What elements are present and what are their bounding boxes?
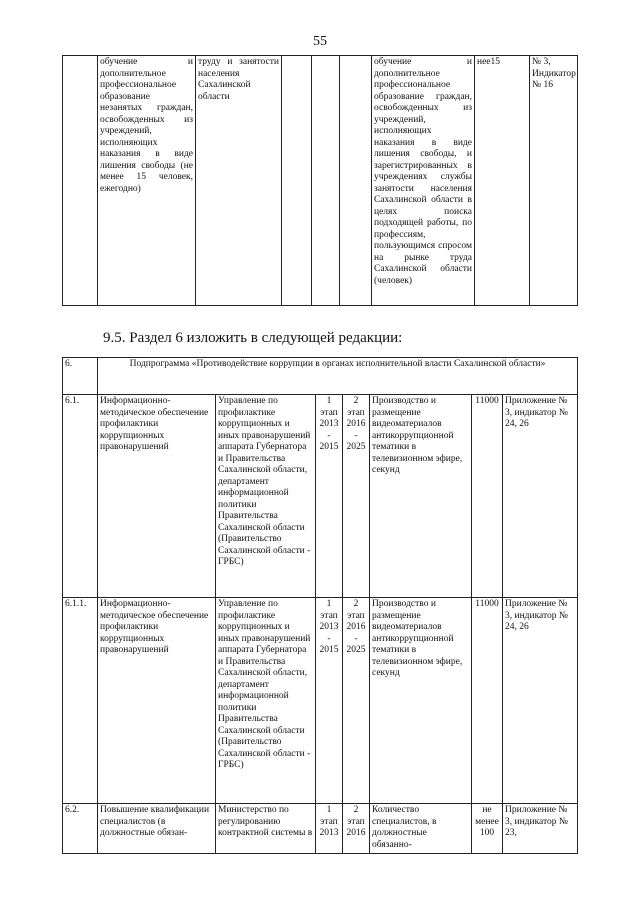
cell-result: обучение и дополнительное профессиональное образование граждан, освобожденных из учреждений, исполняющих наказания в виде лишения свободы, и зарегистрированных в учреждениях службы занятости населения Сахалинской области в целях поиска подходящей работы, по профессиям, пользующимся спросом на рынке труда Сахалинской области (человек)	[372, 56, 475, 306]
subprogram-header-row	[63, 358, 578, 395]
row-ref: Приложение № 3, индикатор № 23,	[503, 804, 578, 854]
cell-num	[63, 56, 98, 306]
table-row	[63, 598, 578, 804]
table-row	[63, 395, 578, 598]
row-result: Производство и размещение видеоматериалов антикоррупционной тематики в телевизионном эфире, секунд	[370, 395, 472, 598]
row-stage1: 1 этап 2013 - 2015	[316, 395, 343, 598]
row-stage1: 1 этап 2013 - 2015	[316, 598, 343, 804]
cell-empty	[282, 56, 312, 306]
header-num: 6.	[63, 358, 98, 395]
table-row	[63, 804, 578, 854]
row-stage2: 2 этап 2016	[343, 804, 370, 854]
row-result: Производство и размещение видеоматериалов антикоррупционной тематики в телевизионном эфире, секунд	[370, 598, 472, 804]
cell-empty	[340, 56, 372, 306]
row-executor: Управление по профилактике коррупционных и иных правонарушений аппарата Губернатора и Правительства Сахалинской области, департамент информационной политики Правительства Сахалинской области (Правительство Сахалинской области - ГРБС)	[216, 598, 316, 804]
cell-measure: обучение и дополнительное профессиональное образование незанятых граждан, освобожденных из учреждений, исполняющих наказания в виде лишения свободы (не менее 15 человек, ежегодно)	[98, 56, 196, 306]
row-num: 6.1.	[63, 395, 98, 598]
row-result: Количество специалистов, в должностные обязанно-	[370, 804, 472, 854]
row-value: не менее 100	[472, 804, 503, 854]
row-executor: Управление по профилактике коррупционных и иных правонарушений аппарата Губернатора и Правительства Сахалинской области, департамент информационной политики Правительства Сахалинской области (Правительство Сахалинской области - ГРБС)	[216, 395, 316, 598]
row-executor: Министерство по регулированию контрактной системы в	[216, 804, 316, 854]
page-number: 55	[313, 34, 327, 49]
cell-ref: № 3, Индикатор № 16	[530, 56, 578, 306]
row-ref: Приложение № 3, индикатор № 24, 26	[503, 395, 578, 598]
cell-empty	[312, 56, 340, 306]
table-row	[63, 56, 578, 306]
cell-value: нее15	[475, 56, 530, 306]
continuation-table	[62, 55, 578, 306]
row-value: 11000	[472, 395, 503, 598]
row-value: 11000	[472, 598, 503, 804]
section-heading: 9.5. Раздел 6 изложить в следующей редакции:	[103, 330, 403, 346]
row-name: Информационно-методическое обеспечение профилактики коррупционных правонарушений	[98, 598, 216, 804]
row-ref: Приложение № 3, индикатор № 24, 26	[503, 598, 578, 804]
row-num: 6.2.	[63, 804, 98, 854]
row-name: Повышение квалификации специалистов (в должностные обязан-	[98, 804, 216, 854]
header-title: Подпрограмма «Противодействие коррупции в органах исполнительной власти Сахалинской области»	[98, 358, 578, 395]
row-stage2: 2 этап 2016 - 2025	[343, 395, 370, 598]
row-num: 6.1.1.	[63, 598, 98, 804]
row-stage2: 2 этап 2016 - 2025	[343, 598, 370, 804]
row-stage1: 1 этап 2013	[316, 804, 343, 854]
section-table	[62, 357, 578, 854]
row-name: Информационно-методическое обеспечение профилактики коррупционных правонарушений	[98, 395, 216, 598]
cell-executor: труду и занятости населения Сахалинской области	[196, 56, 282, 306]
